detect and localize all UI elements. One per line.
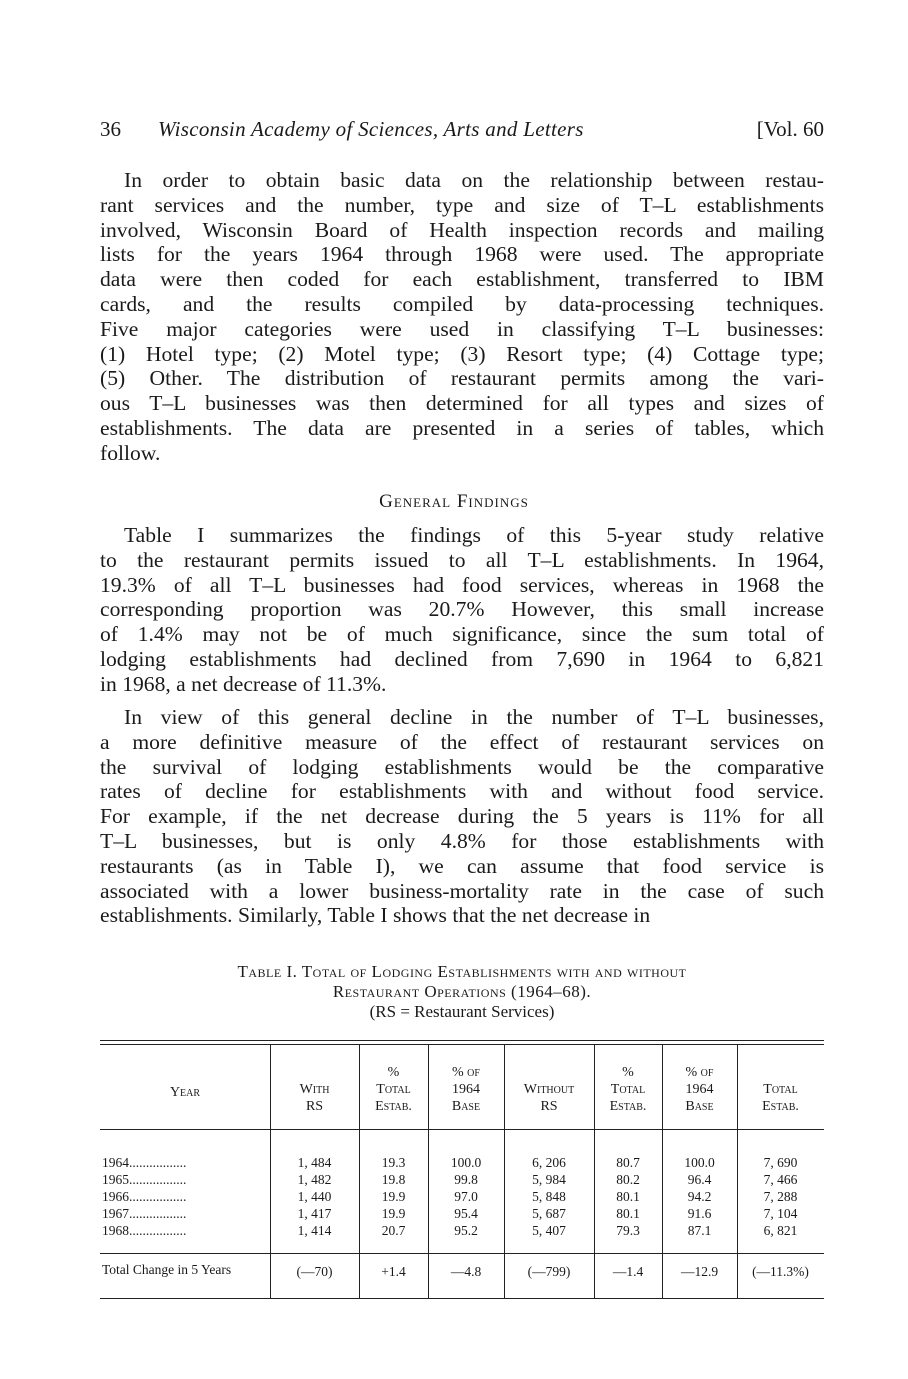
table-header-text: % xyxy=(622,1065,634,1080)
table-cell: 96.4 xyxy=(687,1172,712,1187)
table-row-year: 1965................. xyxy=(102,1172,187,1187)
table-header-text: RS xyxy=(540,1099,558,1114)
table-total-cell: (—11.3%) xyxy=(752,1264,809,1279)
table-cell: 94.2 xyxy=(687,1189,712,1204)
table-row-year: 1966................. xyxy=(102,1189,187,1204)
text-line: of 1.4% may not be of much significance, since the sum total of xyxy=(100,622,824,647)
table-header-text: Total xyxy=(763,1082,798,1097)
table-header-text: With xyxy=(299,1082,330,1097)
text-line: in 1968, a net decrease of 11.3%. xyxy=(100,671,387,696)
table-cell: 5, 407 xyxy=(532,1223,566,1238)
table-cell: 5, 687 xyxy=(532,1206,566,1221)
section-title: General Findings xyxy=(379,491,529,512)
table-cell: 80.1 xyxy=(616,1189,640,1204)
table-total-cell: +1.4 xyxy=(381,1264,406,1279)
text-line: 19.3% of all T–L businesses had food services, whereas in 1968 the xyxy=(100,572,824,597)
table-cell: 1, 417 xyxy=(297,1206,332,1221)
table-cell: 19.8 xyxy=(381,1172,406,1187)
table-header-text: Total xyxy=(376,1082,411,1097)
table-cell: 1, 414 xyxy=(297,1223,332,1238)
table-cell: 95.2 xyxy=(454,1223,478,1238)
table-cell: 7, 466 xyxy=(763,1172,798,1187)
table-total-cell: (—70) xyxy=(296,1264,333,1279)
table-cell: 7, 690 xyxy=(763,1155,798,1170)
text-line: follow. xyxy=(100,440,161,465)
table-total-rule xyxy=(100,1253,824,1254)
table-cell: 7, 104 xyxy=(763,1206,798,1221)
text-line: involved, Wisconsin Board of Health inspection records and mailing xyxy=(100,217,824,242)
table-total-cell: —12.9 xyxy=(680,1264,719,1279)
table-cell: 19.9 xyxy=(381,1206,406,1221)
table-header-cell xyxy=(594,1064,662,1115)
table-header-text: % xyxy=(387,1065,400,1080)
table-caption xyxy=(100,962,824,1022)
text-line: to the restaurant permits issued to all T–L establishments. In 1964, xyxy=(100,547,824,572)
text-line: For example, if the net decrease during the 5 years is 11% for all xyxy=(100,804,824,829)
table-cell: 99.8 xyxy=(454,1172,478,1187)
text-line: rant services and the number, type and size of T–L establishments xyxy=(100,192,824,217)
table-cell: 19.9 xyxy=(381,1189,406,1204)
table-cell: 80.1 xyxy=(616,1206,640,1221)
table-total-label: Total Change in 5 Years xyxy=(102,1262,232,1277)
text-line: (5) Other. The distribution of restaurant permits among the vari- xyxy=(100,366,824,391)
text-line: lodging establishments had declined from 7,690 in 1964 to 6,821 xyxy=(100,646,824,671)
table-cell: 100.0 xyxy=(684,1155,715,1170)
text-line: establishments. Similarly, Table I shows that the net decrease in xyxy=(100,903,651,928)
table-cell: 6, 206 xyxy=(532,1155,566,1170)
table-row-year: 1968................. xyxy=(102,1223,187,1238)
table-cell: 79.3 xyxy=(616,1223,640,1238)
table-cell: 91.6 xyxy=(687,1206,712,1221)
text-line: associated with a lower business-mortality rate in the case of such xyxy=(100,878,824,903)
text-line: Five major categories were used in classifying T–L businesses: xyxy=(100,316,824,341)
text-line: lists for the years 1964 through 1968 were used. The appropriate xyxy=(100,242,824,267)
table-caption-line2: Restaurant Operations (1964–68). xyxy=(332,982,592,1001)
table-total-cell: (—799) xyxy=(527,1264,571,1279)
text-line: In order to obtain basic data on the relationship between restau- xyxy=(124,168,824,192)
table-cell: 19.3 xyxy=(381,1155,406,1170)
table-cell: 87.1 xyxy=(687,1223,712,1238)
paragraph-decline xyxy=(100,705,824,928)
table-header-cell xyxy=(270,1081,359,1115)
paragraph-findings xyxy=(100,523,824,697)
table-header-text: Estab. xyxy=(375,1099,412,1114)
table-header-rule xyxy=(100,1129,824,1130)
table-header-text: Estab. xyxy=(609,1099,647,1114)
table-header-cell xyxy=(428,1064,504,1115)
table-header-text: RS xyxy=(305,1099,324,1114)
table-header-text: % of xyxy=(452,1065,480,1080)
table-header-cell xyxy=(504,1081,594,1115)
table-row-year: 1964................. xyxy=(102,1155,187,1170)
table-cell: 5, 848 xyxy=(532,1189,566,1204)
table-top-rule xyxy=(100,1040,824,1041)
table-cell: 97.0 xyxy=(454,1189,478,1204)
volume-label: [Vol. 60 xyxy=(756,117,824,141)
text-line: restaurants (as in Table I), we can assume that food service is xyxy=(100,853,824,878)
text-line: cards, and the results compiled by data-processing techniques. xyxy=(100,291,824,316)
text-line: rates of decline for establishments with and without food service. xyxy=(100,779,824,804)
table-total-cell: —4.8 xyxy=(450,1264,482,1279)
text-line: (1) Hotel type; (2) Motel type; (3) Resort type; (4) Cottage type; xyxy=(100,341,824,366)
table-header-text: Total xyxy=(610,1082,646,1097)
table-header-text: % of xyxy=(685,1065,714,1080)
table-cell: 20.7 xyxy=(381,1223,406,1238)
text-line: data were then coded for each establishment, transferred to IBM xyxy=(100,267,824,292)
table-header-text: Estab. xyxy=(762,1099,799,1114)
text-line: T–L businesses, but is only 4.8% for those establishments with xyxy=(100,828,824,853)
table-cell: 80.2 xyxy=(616,1172,640,1187)
table-header-text: Base xyxy=(685,1099,714,1114)
table-header-cell xyxy=(662,1064,737,1115)
table-header-text: Base xyxy=(451,1099,481,1114)
running-header xyxy=(100,117,824,147)
table-total-cell: —1.4 xyxy=(612,1264,644,1279)
table-cell: 1, 482 xyxy=(297,1172,332,1187)
table-cell: 6, 821 xyxy=(763,1223,798,1238)
table-row-year: 1967................. xyxy=(102,1206,187,1221)
table-header-text: 1964 xyxy=(685,1082,714,1097)
table-header-cell xyxy=(737,1081,824,1115)
page-number: 36 xyxy=(100,117,121,141)
table-cell: 7, 288 xyxy=(763,1189,798,1204)
text-line: the survival of lodging establishments would be the comparative xyxy=(100,754,824,779)
table-cell: 1, 484 xyxy=(297,1155,332,1170)
table-caption-line3: (RS = Restaurant Services) xyxy=(369,1002,555,1021)
table-header-text: 1964 xyxy=(452,1082,480,1097)
journal-title: Wisconsin Academy of Sciences, Arts and Letters xyxy=(158,117,584,141)
text-line: In view of this general decline in the number of T–L businesses, xyxy=(124,705,824,729)
table-cell: 100.0 xyxy=(450,1155,482,1170)
table-cell: 95.4 xyxy=(454,1206,478,1221)
table-bottom-rule xyxy=(100,1298,824,1299)
text-line: a more definitive measure of the effect of restaurant services on xyxy=(100,729,824,754)
text-line: Table I summarizes the findings of this 5-year study relative xyxy=(124,523,824,547)
table-cell: 1, 440 xyxy=(297,1189,332,1204)
table-header-cell xyxy=(359,1064,428,1115)
table-header-text: Year xyxy=(169,1085,201,1100)
text-line: establishments. The data are presented in a series of tables, which xyxy=(100,415,824,440)
table-header-text: Without xyxy=(523,1082,575,1097)
table-cell: 80.7 xyxy=(616,1155,640,1170)
table-cell: 5, 984 xyxy=(532,1172,566,1187)
text-line: ous T–L businesses was then determined for all types and sizes of xyxy=(100,391,824,416)
table-caption-line1: Table I. Total of Lodging Establishments with and without xyxy=(237,962,687,981)
text-line: corresponding proportion was 20.7% However, this small increase xyxy=(100,597,824,622)
table-header-cell xyxy=(100,1084,270,1101)
table-top-rule-2 xyxy=(100,1044,824,1045)
paragraph-intro xyxy=(100,168,824,466)
